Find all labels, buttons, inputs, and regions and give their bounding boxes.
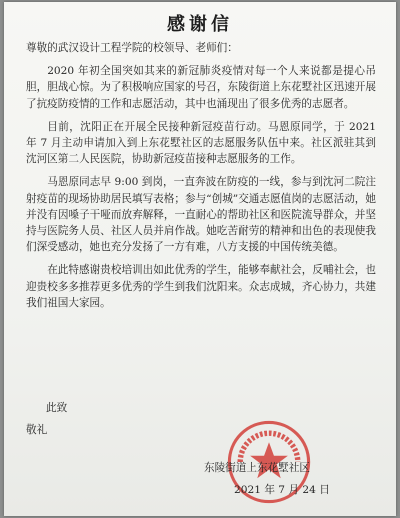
letter-paper — [4, 2, 396, 516]
signature-date: 2021 年 7 月 24 日 — [234, 484, 330, 496]
letter-title: 感谢信 — [167, 14, 233, 35]
closing-ci-zhi: 此致 — [46, 402, 68, 414]
salutation: 尊敬的武汉设计工程学院的校领导、老师们： — [26, 42, 238, 54]
paragraph-3: 马恩原同志早 9:00 到岗，一直奔波在防疫的一线，参与到沈河二院注射疫苗的现场协助居民填写表格；参与“创城”交通志愿值岗的志愿活动，她并没有因嗓子干哑而放弃解释，一直耐心的帮助社区和医院流导群众，并坚持与医院务人员、社区人员并肩作战。她吃苦耐劳的精神和出色的表现使我们深受感动，她也充分发扬了一方有难，八方支援的中国传统美德。 — [26, 176, 376, 254]
paragraph-2: 目前，沈阳正在开展全民接种新冠疫苗行动。马恩原同学，于 2021 年 7 月主动申请加入到上东花墅社区的志愿服务队伍中来。社区派驻其到沈河区第二人民医院，协助新冠疫苗接种志愿服务的工作。 — [26, 120, 376, 166]
paragraph-1: 2020 年初全国突如其来的新冠肺炎疫情对每一个人来说都是提心吊胆，胆战心惊。为了积极响应国家的号召，东陵街道上东花墅社区迅速开展了抗疫防疫情的工作和志愿活动，其中也涌现出了很多优秀的志愿者。 — [26, 65, 376, 110]
paragraph-4: 在此特感谢贵校培训出如此优秀的学生，能够奉献社会，反哺社会，也迎贵校多多推荐更多优秀的学生到我们沈阳来。众志成城，齐心协力，共建我们祖国大家园。 — [26, 264, 376, 309]
letter-body — [26, 40, 376, 318]
signature-organization: 东陵街道上东花墅社区 — [204, 462, 310, 474]
closing-jing-li: 敬礼 — [26, 424, 48, 436]
